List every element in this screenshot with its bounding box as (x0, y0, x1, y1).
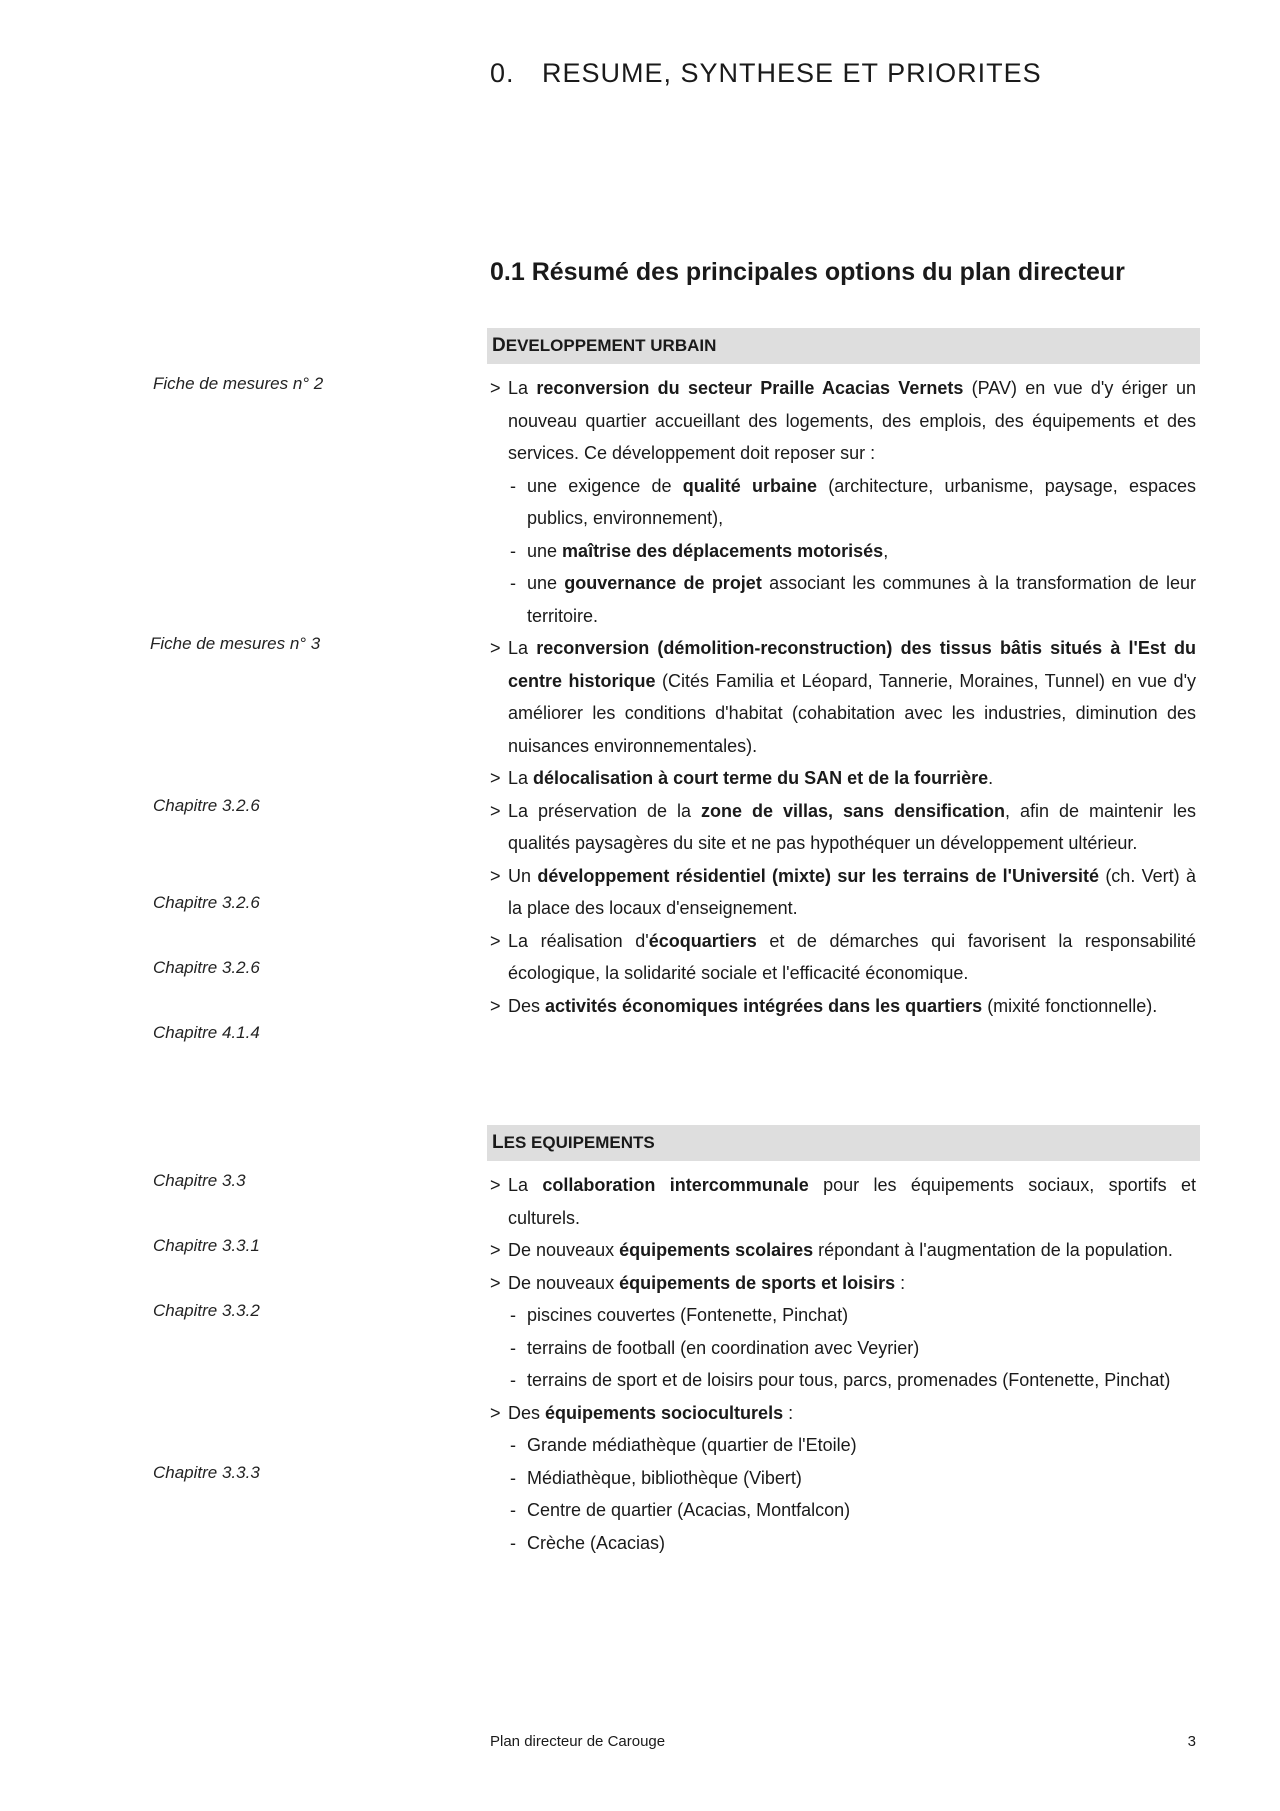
emphasis-text: équipements socioculturels (545, 1402, 784, 1423)
list-item (490, 1234, 1196, 1267)
body-text: (PAV) en vue d'y ériger un nouveau quartier accueillant des logements, des emplois, des équipements et des services. Ce développement doit reposer sur : (508, 378, 1196, 463)
emphasis-text: qualité urbaine (682, 475, 817, 496)
sub-list-item (490, 535, 1196, 568)
list-item (490, 762, 1196, 795)
body-text: Crèche (Acacias) (527, 1532, 666, 1553)
emphasis-text: maîtrise des déplacements motorisés (562, 540, 884, 561)
chapter-title (490, 58, 1042, 89)
emphasis-text: gouvernance de projet (564, 573, 762, 593)
emphasis-text: écoquartiers (648, 930, 757, 951)
body-text: : (783, 1402, 794, 1423)
body-text: et de démarches qui favorisent la responsabilité écologique, la solidarité sociale et l'efficacité économique. (508, 930, 1196, 983)
chapter-title-text: RESUME, SYNTHESE ET PRIORITES (542, 58, 1042, 88)
options-list-developpement (490, 372, 1196, 1022)
sub-list-item (490, 1494, 1196, 1527)
heading-rest: ES EQUIPEMENTS (503, 1133, 655, 1152)
body-text: Des (508, 1402, 546, 1423)
footer-page-number: 3 (1187, 1733, 1196, 1750)
body-text: terrains de sport et de loisirs pour tous, parcs, promenades (Fontenette, Pinchat) (527, 1370, 1171, 1390)
sub-list-item (490, 1299, 1196, 1332)
list-item (490, 795, 1196, 860)
body-text: La réalisation d' (508, 930, 649, 951)
heading-initial: D (492, 335, 506, 356)
body-text: (Cités Familia et Léopard, Tannerie, Moraines, Tunnel) en vue d'y améliorer les conditions d'habitat (cohabitation avec les industries, diminution des nuisances environnementales). (508, 670, 1197, 756)
list-item (490, 1397, 1196, 1430)
section-heading-equipements (487, 1125, 1200, 1161)
emphasis-text: équipements scolaires (619, 1240, 814, 1260)
heading-rest: EVELOPPEMENT URBAIN (505, 336, 717, 355)
body-text: Grande médiathèque (quartier de l'Etoile) (527, 1435, 857, 1455)
body-text: Un (508, 865, 538, 886)
body-text: associant les communes à la transformation de leur territoire. (527, 573, 1196, 626)
side-reference: Chapitre 3.3.1 (153, 1236, 260, 1255)
list-item (490, 990, 1196, 1023)
section-heading-developpement-urbain (487, 328, 1200, 364)
heading-initial: L (492, 1132, 504, 1153)
body-text: (mixité fonctionnelle). (982, 995, 1158, 1016)
side-reference: Chapitre 4.1.4 (153, 1023, 260, 1042)
body-text: piscines couvertes (Fontenette, Pinchat) (527, 1305, 849, 1325)
sub-list-item (490, 1429, 1196, 1462)
section-title: 0.1 Résumé des principales options du plan directeur (490, 258, 1125, 286)
emphasis-text: reconversion (démolition-reconstruction) des tissus bâtis situés à l'Est du centre historique (508, 638, 1196, 691)
options-list-equipements (490, 1169, 1196, 1559)
emphasis-text: reconversion du secteur Praille Acacias Vernets (536, 378, 964, 398)
body-text: une (527, 540, 563, 561)
body-text: pour les équipements sociaux, sportifs et culturels. (508, 1175, 1196, 1228)
emphasis-text: équipements de sports et loisirs (619, 1272, 896, 1293)
sub-list-item (490, 1527, 1196, 1560)
emphasis-text: zone de villas, sans densification (701, 800, 1006, 821)
body-text: , (883, 540, 889, 561)
body-text: La (508, 768, 534, 788)
body-text: La préservation de la (508, 800, 702, 821)
side-reference: Chapitre 3.2.6 (153, 796, 260, 815)
list-item (490, 860, 1196, 925)
body-text: : (895, 1272, 906, 1293)
body-text: . (988, 768, 994, 788)
body-text: Centre de quartier (Acacias, Montfalcon) (527, 1500, 851, 1520)
body-text: une (527, 573, 565, 593)
emphasis-text: collaboration intercommunale (542, 1175, 809, 1195)
list-item (490, 925, 1196, 990)
footer-document-title: Plan directeur de Carouge (490, 1733, 666, 1750)
emphasis-text: développement résidentiel (mixte) sur les terrains de l'Université (537, 865, 1099, 886)
body-text: une exigence de (527, 475, 683, 496)
body-text: De nouveaux (508, 1272, 620, 1293)
body-text: De nouveaux (508, 1240, 620, 1260)
body-text: Des (508, 995, 546, 1016)
side-reference: Fiche de mesures n° 2 (153, 374, 324, 393)
body-text: Médiathèque, bibliothèque (Vibert) (527, 1467, 802, 1488)
side-reference: Fiche de mesures n° 3 (150, 634, 321, 653)
list-item (490, 1267, 1196, 1300)
list-item (490, 372, 1196, 470)
sub-list-item (490, 1462, 1196, 1495)
chapter-number: 0. (490, 58, 515, 88)
sub-list-item (490, 470, 1196, 535)
body-text: terrains de football (en coordination avec Veyrier) (527, 1337, 920, 1358)
emphasis-text: activités économiques intégrées dans les quartiers (545, 995, 983, 1016)
sub-list-item (490, 567, 1196, 632)
side-reference: Chapitre 3.2.6 (153, 893, 260, 912)
side-reference: Chapitre 3.2.6 (153, 958, 260, 977)
list-item (490, 1169, 1196, 1234)
side-reference: Chapitre 3.3.2 (153, 1301, 260, 1320)
body-text: La (508, 378, 537, 398)
sub-list-item (490, 1332, 1196, 1365)
body-text: (architecture, urbanisme, paysage, espaces publics, environnement), (527, 475, 1197, 528)
list-item (490, 632, 1196, 762)
body-text: répondant à l'augmentation de la population. (813, 1240, 1173, 1260)
sub-list-item (490, 1364, 1196, 1397)
side-reference: Chapitre 3.3 (153, 1171, 246, 1190)
body-text: (ch. Vert) à la place des locaux d'enseignement. (508, 865, 1196, 918)
body-text: , afin de maintenir les qualités paysagères du site et ne pas hypothéquer un développement ultérieur. (508, 800, 1197, 853)
side-reference: Chapitre 3.3.3 (153, 1463, 260, 1482)
body-text: La (508, 1175, 543, 1195)
body-text: La (508, 638, 537, 658)
emphasis-text: délocalisation à court terme du SAN et de la fourrière (533, 768, 989, 788)
